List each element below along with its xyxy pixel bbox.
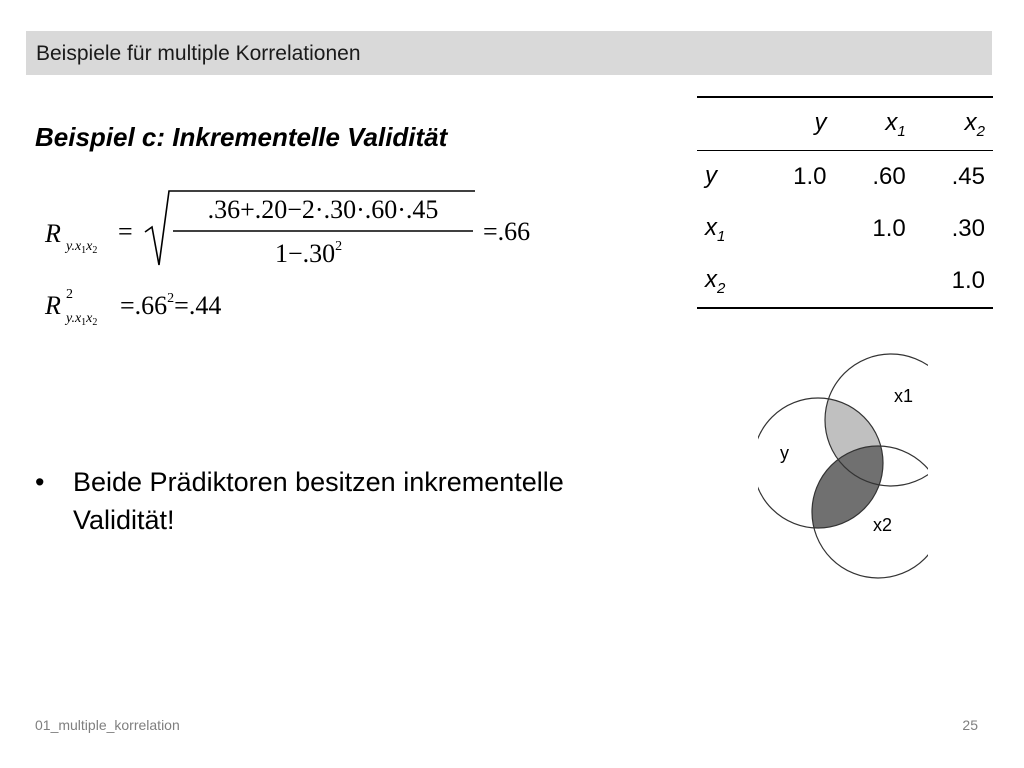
- r2-subscript-x1: x: [74, 311, 82, 326]
- r-symbol: R: [45, 219, 61, 248]
- r-squared-formula: [35, 280, 365, 330]
- r2-subscript-y: y: [66, 311, 72, 326]
- bullet-icon: •: [35, 467, 45, 497]
- list-item: [35, 463, 665, 539]
- r2-subscript-dot: .: [71, 311, 75, 326]
- r2-subscript: [64, 311, 97, 328]
- column-header: y: [814, 108, 827, 136]
- denominator-exponent: 2: [335, 239, 343, 254]
- table-header-row: [697, 97, 993, 151]
- column-header: $x_1$: [885, 108, 906, 140]
- r2-subscript-x2: x: [86, 311, 93, 326]
- r2-value: [120, 291, 221, 320]
- bullet-list: [35, 463, 665, 539]
- table-corner-cell: [697, 97, 755, 151]
- correlation-table: [697, 96, 993, 309]
- r2-exponent: 2: [66, 287, 73, 302]
- venn-label-y: y: [780, 443, 789, 463]
- r-subscript: [64, 239, 97, 256]
- table-cell: 1.0: [872, 215, 906, 242]
- denominator: [275, 239, 342, 268]
- footer-filename: 01_multiple_korrelation: [35, 717, 180, 733]
- subscript-y: y: [66, 239, 72, 254]
- slide-title: Beispiele für multiple Korrelationen: [36, 42, 361, 65]
- example-subtitle: Beispiel c: Inkrementelle Validität: [35, 122, 448, 152]
- multiple-correlation-formula: [35, 186, 565, 276]
- numerator: .36+.20−2·.30·.60·.45: [207, 195, 439, 224]
- row-header: $x_1$: [705, 213, 726, 245]
- subscript-x1: x: [74, 239, 82, 254]
- r2-result: =.44: [174, 291, 222, 320]
- subscript-index-2: 2: [92, 245, 98, 256]
- venn-label-x2: x2: [873, 515, 893, 535]
- row-header: y: [705, 161, 717, 189]
- subscript-x2: x: [86, 239, 93, 254]
- row-header: $x_2$: [705, 265, 726, 297]
- venn-label-x1: x1: [894, 386, 914, 406]
- table-cell: .30: [951, 215, 985, 242]
- slide-number: 25: [962, 717, 978, 733]
- subscript-dot: .: [71, 239, 75, 254]
- r2-base: =.66: [120, 291, 168, 320]
- table-cell: [755, 255, 834, 308]
- table-cell: 1.0: [793, 163, 827, 190]
- denominator-base: 1−.30: [275, 239, 336, 268]
- r2-base-exponent: 2: [167, 291, 175, 306]
- equals-sign: =: [118, 217, 133, 246]
- table-cell: .60: [872, 163, 906, 190]
- r2-subscript-index-2: 2: [92, 317, 98, 328]
- venn-overlap-y-x2: [812, 446, 928, 578]
- table-cell: [755, 203, 834, 255]
- table-cell: 1.0: [951, 267, 985, 294]
- header-bar: [26, 31, 992, 75]
- table-row: [697, 255, 993, 308]
- column-header: $x_2$: [964, 108, 985, 140]
- table-row: [697, 203, 993, 255]
- table-row: [697, 151, 993, 204]
- formula-result: =.66: [483, 217, 531, 246]
- bullet-text: Beide Prädiktoren besitzen inkrementelle Validität!: [73, 467, 564, 535]
- table-cell: .45: [951, 163, 985, 190]
- r2-subscript-index-1: 1: [81, 317, 87, 328]
- venn-diagram: [758, 350, 928, 580]
- subscript-index-1: 1: [81, 245, 87, 256]
- r2-symbol: R: [45, 291, 61, 320]
- table-cell: [835, 255, 914, 308]
